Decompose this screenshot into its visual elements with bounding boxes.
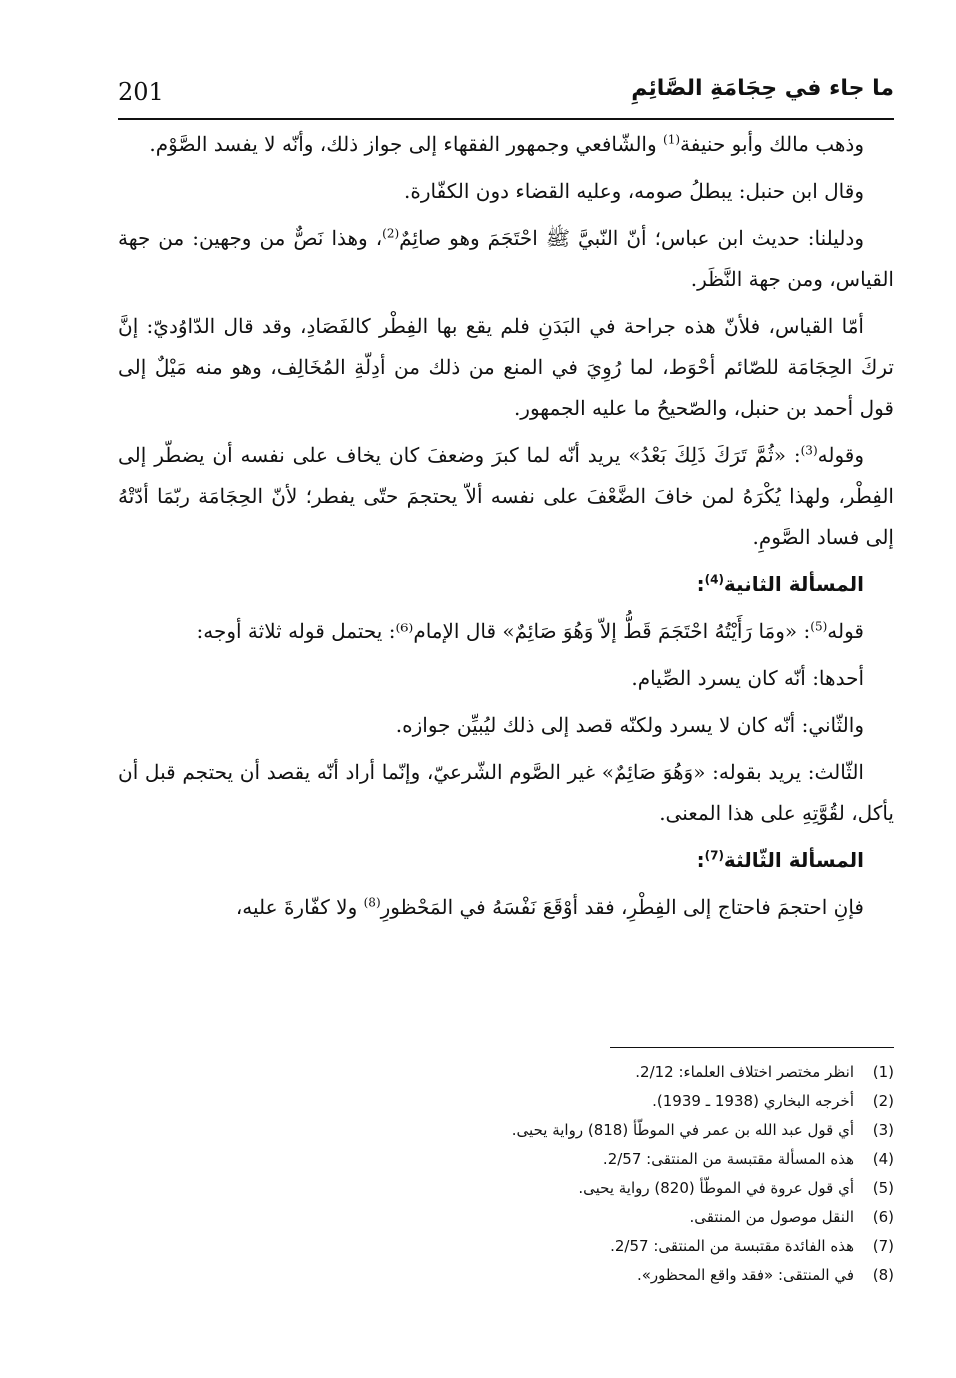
footnote: (5) أي قول عروة في الموطّأ (820) رواية يحيى. <box>578 1179 894 1197</box>
page-number: 201 <box>118 78 164 106</box>
paragraph: وقوله$^{(3)}$: «ثُمَّ تَرَكَ ذَلِكَ بَعْدُ» يريد أنّه لما كبرَ وضعفَ كان يخاف على نفسه أن يضطّر إلى الفِطْر، ولهذا يُكْرَهُ لمن خافَ الضَّعْفَ على نفسه ألاّ يحتجمَ حتّى يفطر؛ لأنّ الحِجَامَة ربّمَا أدّتْهُ إلى فساد الصَّومِ. <box>118 443 894 549</box>
footnote: (7) هذه الفائدة مقتبسة من المنتقى: 2/57. <box>610 1237 894 1255</box>
paragraph: والثّاني: أنّه كان لا يسرد ولكنّه قصد إلى ذلك ليُبيِّن جوازه. <box>395 713 864 737</box>
footnote: (3) أي قول عبد الله بن عمر في الموطّأ (818) رواية يحيى. <box>511 1121 894 1139</box>
footnote: (1) انظر مختصر اختلاف العلماء: 2/12. <box>635 1063 894 1081</box>
footnote: (8) في المنتقى: «فقد واقع المحظور». <box>636 1266 894 1284</box>
footnote: (6) النقل موصول من المنتقى. <box>689 1208 894 1226</box>
paragraph: أمّا القياس، فلأنّ هذه جراحة في البَدَنِ فلم يقع بها الفِطْر كالفَصَادِ، وقد قال الدّاوُديّ: إنَّ تركَ الحِجَامَة للصّائم أحْوَط، لما رُوِيَ في المنع من ذلك من أدِلّةِ المُخَالِف، وهو منه مَيْلٌ إلى قول أحمد بن حنبل، والصّحيحُ ما عليه الجمهور. <box>118 314 894 420</box>
paragraph: وذهب مالك وأبو حنيفة$^{(1)}$ والشّافعي وجمهور الفقهاء إلى جواز ذلك، وأنّه لا يفسد الصَّوْم. <box>149 132 864 156</box>
paragraph: قوله$^{(5)}$: «ومَا رَأَيْتُهُ احْتَجَمَ قَطُّ إلاّ وَهُوَ صَائِمٌ» قال الإمام⁽⁶⁾: يحتمل قوله ثلاثة أوجه: <box>196 619 864 643</box>
footnote: (4) هذه المسألة مقتبسة من المنتقى: 2/57. <box>602 1150 894 1168</box>
paragraph: الثّالث: يريد بقوله: «وَهُوَ صَائِمٌ» غير الصَّوم الشّرعيّ، وإنّما أراد أنّه يقصد أن يحتجم قبل أن يأكل، لقُوَّتِهِ على هذا المعنى. <box>118 760 894 825</box>
footnotes <box>300 1058 894 1290</box>
paragraph: أحدها: أنّه كان يسرد الصِّيام. <box>631 666 864 690</box>
header-rule <box>118 118 894 120</box>
paragraph: فإنِ احتجمَ فاحتاج إلى الفِطْرِ، فقد أوْقَعَ نَفْسَهُ في المَحْظورِ$^{(8)}$ ولا كفّارةَ عليه، <box>235 895 864 919</box>
page-header <box>118 72 894 120</box>
running-title: ما جاء في حِجَامَةِ الصَّائِمِ <box>631 76 894 101</box>
paragraph: وقال ابن حنبل: يبطلُ صومه، وعليه القضاء دون الكفّارة. <box>404 179 864 203</box>
footnote: (2) أخرجه البخاري (1938 ـ 1939). <box>652 1092 894 1110</box>
section-heading: المسألة الثانية$^{(4)}$: <box>696 572 864 596</box>
section-heading: المسألة الثّالثة$^{(7)}$: <box>696 848 864 872</box>
main-text <box>118 124 894 934</box>
footnote-rule <box>610 1047 894 1048</box>
paragraph: ودليلنا: حديث ابن عباس؛ أنّ النّبيَّ ﷺ احْتَجَمَ وهو صائِمٌ$^{(2)}$، وهذا نَصٌّ من وجهين: من جهة القياس، ومن جهة النَّظَر. <box>118 226 894 291</box>
